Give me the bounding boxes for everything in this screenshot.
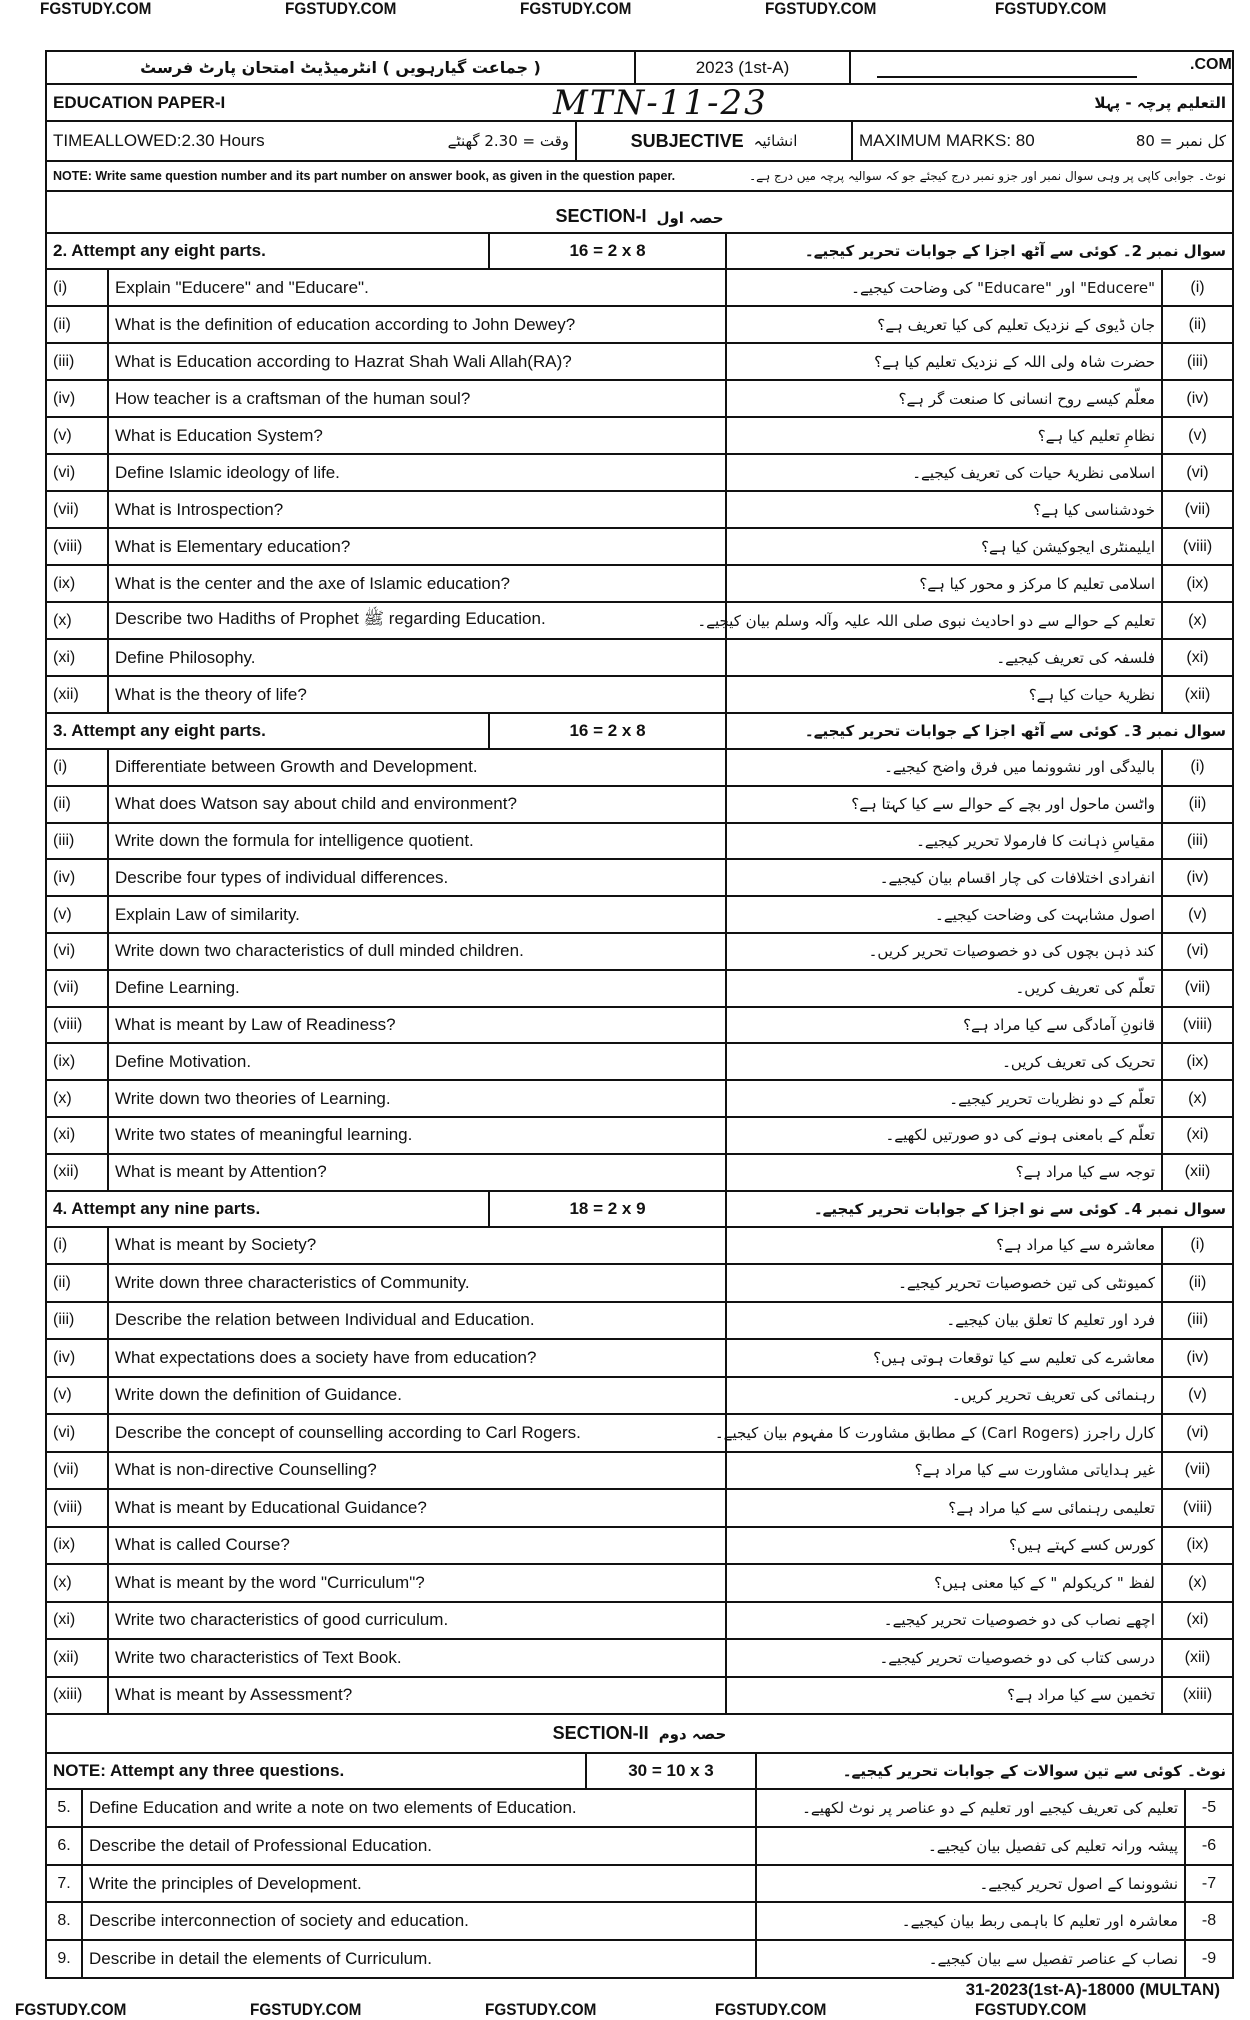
question-number-urdu: -6 — [1201, 1836, 1217, 1854]
header-row-title — [47, 52, 1232, 85]
question-part-row — [47, 381, 1232, 418]
question-part-row — [47, 1303, 1232, 1341]
part-text-english: What expectations does a society have from education? — [109, 1340, 727, 1376]
part-number-urdu: (vii) — [1184, 1461, 1211, 1479]
note-text: NOTE: Write same question number and its part number on answer book, as given in the question paper. — [53, 169, 676, 183]
question-marks: 16 = 2 x 8 — [490, 714, 727, 748]
part-text-urdu: کورس کسے کہتے ہیں؟ — [727, 1528, 1163, 1564]
part-text-urdu: توجہ سے کیا مراد ہے؟ — [727, 1155, 1163, 1190]
section-2-marks: 30 = 10 x 3 — [587, 1754, 757, 1788]
question-instruction-urdu: سوال نمبر 2۔ کوئی سے آٹھ اجزا کے جوابات تحریر کیجیے۔ — [804, 242, 1226, 260]
part-text-english: Differentiate between Growth and Development. — [109, 750, 727, 785]
question-instruction-row — [47, 714, 1232, 750]
part-number-urdu: (viii) — [1182, 537, 1213, 555]
question-part-row — [47, 971, 1232, 1008]
part-text-urdu: تخمین سے کیا مراد ہے؟ — [727, 1678, 1163, 1714]
part-number-urdu: (vi) — [1186, 463, 1209, 481]
part-text-urdu: انفرادی اختلافات کی چار اقسام بیان کیجیے۔ — [727, 860, 1163, 895]
question-text-english: Describe the detail of Professional Education. — [83, 1828, 757, 1864]
part-text-urdu: نظریۂ حیات کیا ہے؟ — [727, 677, 1163, 712]
part-text-english: What is Elementary education? — [109, 529, 727, 564]
part-text-english: Write down two theories of Learning. — [109, 1081, 727, 1116]
part-text-english: What is meant by Society? — [109, 1228, 727, 1264]
part-number-urdu: (v) — [1188, 905, 1207, 923]
long-question-row — [47, 1903, 1232, 1941]
question-number: 7. — [47, 1866, 83, 1902]
part-number: (vi) — [47, 1415, 109, 1451]
part-text-english: What is Introspection? — [109, 492, 727, 527]
question-part-row — [47, 1044, 1232, 1081]
max-marks — [853, 122, 1232, 160]
question-part-row — [47, 1081, 1232, 1118]
question-number-urdu: -7 — [1201, 1874, 1217, 1892]
watermark-text: FGSTUDY.COM — [40, 0, 152, 18]
question-part-row — [47, 1565, 1232, 1603]
part-number-urdu: (iv) — [1186, 868, 1209, 886]
part-number: (v) — [47, 418, 109, 453]
question-part-row — [47, 1640, 1232, 1678]
question-part-row — [47, 824, 1232, 861]
part-text-urdu: تحریک کی تعریف کریں۔ — [727, 1044, 1163, 1079]
question-instruction-row — [47, 1192, 1232, 1228]
question-instruction: 2. Attempt any eight parts. — [47, 234, 490, 268]
part-number: (x) — [47, 603, 109, 638]
part-text-english: What is Education System? — [109, 418, 727, 453]
part-number: (ii) — [47, 787, 109, 822]
part-number-urdu: (xiii) — [1182, 1686, 1213, 1704]
part-number: (vi) — [47, 455, 109, 490]
watermark-text: FGSTUDY.COM — [250, 2000, 362, 2019]
part-number: (ii) — [47, 307, 109, 342]
part-text-urdu: درسی کتاب کی دو خصوصیات تحریر کیجیے۔ — [727, 1640, 1163, 1676]
blank-cell — [851, 52, 1232, 83]
question-part-row — [47, 1265, 1232, 1303]
part-number: (iii) — [47, 1303, 109, 1339]
part-text-english: What is meant by Attention? — [109, 1155, 727, 1190]
part-number-urdu: (x) — [1188, 611, 1207, 629]
part-number: (vi) — [47, 934, 109, 969]
part-text-urdu: حضرت شاہ ولی اللہ کے نزدیک تعلیم کیا ہے؟ — [727, 344, 1163, 379]
question-part-row — [47, 529, 1232, 566]
header-row-subject — [47, 82, 1232, 123]
question-text-urdu: پیشہ ورانہ تعلیم کی تفصیل بیان کیجیے۔ — [757, 1828, 1186, 1864]
long-question-row — [47, 1828, 1232, 1866]
time-allowed: TIMEALLOWED:2.30 Hours — [53, 131, 265, 150]
question-number-urdu: -9 — [1201, 1950, 1217, 1968]
note-text-urdu: نوٹ۔ جوابی کاپی پر وہی سوال نمبر اور جزو نمبر درج کیجئے جو کہ سوالیہ پرچہ میں درج ہے۔ — [749, 169, 1226, 183]
part-text-urdu: بالیدگی اور نشوونما میں فرق واضح کیجیے۔ — [727, 750, 1163, 785]
paper-footer-code: 31-2023(1st-A)-18000 (MULTAN) — [965, 1980, 1220, 1999]
question-part-row — [47, 418, 1232, 455]
part-text-english: Write down the definition of Guidance. — [109, 1378, 727, 1414]
question-part-row — [47, 1118, 1232, 1155]
part-number-urdu: (ix) — [1186, 574, 1209, 592]
part-text-english: Explain "Educere" and "Educare". — [109, 270, 727, 305]
header-row-note — [47, 162, 1232, 192]
time-allowed-urdu: وقت = 2.30 گھنٹے — [397, 122, 577, 160]
part-number-urdu: (i) — [1190, 758, 1205, 776]
part-number-urdu: (ii) — [1188, 315, 1207, 333]
part-number: (iv) — [47, 381, 109, 416]
watermark-text: FGSTUDY.COM — [285, 0, 397, 18]
question-instruction-urdu: سوال نمبر 3۔ کوئی سے آٹھ اجزا کے جوابات تحریر کیجیے۔ — [804, 722, 1226, 740]
question-part-row — [47, 344, 1232, 381]
part-text-english: Define Motivation. — [109, 1044, 727, 1079]
part-number-urdu: (ii) — [1188, 795, 1207, 813]
part-text-english: Define Philosophy. — [109, 640, 727, 675]
question-text-urdu: تعلیم کی تعریف کیجیے اور تعلیم کے دو عناصر پر نوٹ لکھیے۔ — [757, 1790, 1186, 1826]
part-text-urdu: تعلّم کے دو نظریات تحریر کیجیے۔ — [727, 1081, 1163, 1116]
question-part-row — [47, 787, 1232, 824]
part-text-urdu: ایلیمنٹری ایجوکیشن کیا ہے؟ — [727, 529, 1163, 564]
paper-type-label: SUBJECTIVE — [630, 130, 744, 151]
watermark-text: FGSTUDY.COM — [520, 0, 632, 18]
paper-type — [577, 122, 853, 160]
part-text-urdu: کند ذہن بچوں کی دو خصوصیات تحریر کریں۔ — [727, 934, 1163, 969]
long-question-row — [47, 1866, 1232, 1904]
part-number: (vii) — [47, 971, 109, 1006]
question-part-row — [47, 860, 1232, 897]
part-number-urdu: (iv) — [1186, 1348, 1209, 1366]
question-part-row — [47, 1008, 1232, 1045]
part-text-urdu: اسلامی تعلیم کا مرکز و محور کیا ہے؟ — [727, 566, 1163, 601]
part-text-english: How teacher is a craftsman of the human soul? — [109, 381, 727, 416]
question-part-row — [47, 1415, 1232, 1453]
question-part-row — [47, 566, 1232, 603]
question-marks: 18 = 2 x 9 — [490, 1192, 727, 1226]
part-number-urdu: (i) — [1190, 278, 1205, 296]
question-text-urdu: نصاب کے عناصر تفصیل سے بیان کیجیے۔ — [757, 1941, 1186, 1977]
question-text-english: Write the principles of Development. — [83, 1866, 757, 1902]
part-text-urdu: اصول مشابہت کی وضاحت کیجیے۔ — [727, 897, 1163, 932]
part-number: (iv) — [47, 860, 109, 895]
part-text-english: Write two states of meaningful learning. — [109, 1118, 727, 1153]
section-1-heading — [47, 192, 1232, 234]
part-number: (viii) — [47, 529, 109, 564]
part-number-urdu: (i) — [1190, 1236, 1205, 1254]
part-text-urdu: رہنمائی کی تعریف تحریر کریں۔ — [727, 1378, 1163, 1414]
watermark-text: FGSTUDY.COM — [995, 0, 1107, 18]
watermark-text: FGSTUDY.COM — [15, 2000, 127, 2019]
question-instruction: 4. Attempt any nine parts. — [47, 1192, 490, 1226]
question-number: 5. — [47, 1790, 83, 1826]
part-text-english: What is called Course? — [109, 1528, 727, 1564]
part-number-urdu: (xi) — [1186, 1126, 1209, 1144]
part-number-urdu: (viii) — [1182, 1015, 1213, 1033]
question-part-row — [47, 1603, 1232, 1641]
part-number-urdu: (vi) — [1186, 942, 1209, 960]
watermark-text: FGSTUDY.COM — [765, 0, 877, 18]
question-marks: 16 = 2 x 8 — [490, 234, 727, 268]
part-text-english: What is non-directive Counselling? — [109, 1453, 727, 1489]
part-number: (xii) — [47, 677, 109, 712]
part-text-english: What is meant by Assessment? — [109, 1678, 727, 1714]
part-number-urdu: (iii) — [1186, 831, 1209, 849]
part-number: (v) — [47, 1378, 109, 1414]
question-part-row — [47, 1453, 1232, 1491]
part-text-english: Write down two characteristics of dull minded children. — [109, 934, 727, 969]
part-number: (i) — [47, 1228, 109, 1264]
question-part-row — [47, 1378, 1232, 1416]
part-number: (i) — [47, 270, 109, 305]
part-number: (ii) — [47, 1265, 109, 1301]
question-part-row — [47, 1155, 1232, 1192]
part-text-urdu: کمیونٹی کی تین خصوصیات تحریر کیجیے۔ — [727, 1265, 1163, 1301]
long-question-row — [47, 1941, 1232, 1979]
part-number-urdu: (iii) — [1186, 352, 1209, 370]
paper-type-urdu: انشائیہ — [753, 132, 798, 150]
question-part-row — [47, 1340, 1232, 1378]
part-text-english: Write two characteristics of Text Book. — [109, 1640, 727, 1676]
long-question-row — [47, 1790, 1232, 1828]
part-number-urdu: (iv) — [1186, 389, 1209, 407]
part-number-urdu: (xii) — [1184, 685, 1211, 703]
part-number: (viii) — [47, 1490, 109, 1526]
part-text-english: What does Watson say about child and environment? — [109, 787, 727, 822]
section-2-label-urdu: حصہ دوم — [658, 1724, 727, 1743]
question-text-english: Describe in detail the elements of Curriculum. — [83, 1941, 757, 1977]
part-text-urdu: نظامِ تعلیم کیا ہے؟ — [727, 418, 1163, 453]
section-2-label: SECTION-II — [552, 1723, 649, 1744]
part-number-urdu: (ix) — [1186, 1052, 1209, 1070]
part-number-urdu: (iii) — [1186, 1311, 1209, 1329]
question-part-row — [47, 455, 1232, 492]
max-marks-label: MAXIMUM MARKS: 80 — [859, 131, 1035, 150]
part-text-english: Write two characteristics of good curriculum. — [109, 1603, 727, 1639]
part-text-urdu: "Educere" اور "Educare" کی وضاحت کیجیے۔ — [727, 270, 1163, 305]
watermark-side: .COM — [1190, 56, 1232, 73]
question-number: 6. — [47, 1828, 83, 1864]
part-text-urdu: غیر ہدایاتی مشاورت سے کیا مراد ہے؟ — [727, 1453, 1163, 1489]
part-number: (ix) — [47, 1528, 109, 1564]
section-1-title — [47, 192, 1232, 232]
part-number-urdu: (x) — [1188, 1089, 1207, 1107]
section-2-note-row — [47, 1754, 1232, 1790]
question-part-row — [47, 603, 1232, 640]
section-2-title — [47, 1715, 1232, 1752]
question-part-row — [47, 750, 1232, 787]
part-number-urdu: (vii) — [1184, 500, 1211, 518]
question-text-english: Define Education and write a note on two elements of Education. — [83, 1790, 757, 1826]
part-number: (xi) — [47, 1118, 109, 1153]
part-number: (viii) — [47, 1008, 109, 1043]
part-number-urdu: (ii) — [1188, 1273, 1207, 1291]
part-text-english: Write down the formula for intelligence quotient. — [109, 824, 727, 859]
question-text-urdu: نشوونما کے اصول تحریر کیجیے۔ — [757, 1866, 1186, 1902]
part-text-english: What is the theory of life? — [109, 677, 727, 712]
part-number: (iv) — [47, 1340, 109, 1376]
question-instruction-urdu: سوال نمبر 4۔ کوئی سے نو اجزا کے جوابات تحریر کیجیے۔ — [813, 1199, 1226, 1218]
question-number: 9. — [47, 1941, 83, 1977]
part-number: (x) — [47, 1565, 109, 1601]
part-text-english: Write down three characteristics of Community. — [109, 1265, 727, 1301]
part-text-urdu: جان ڈیوی کے نزدیک تعلیم کی کیا تعریف ہے؟ — [727, 307, 1163, 342]
watermark-text: FGSTUDY.COM — [715, 2000, 827, 2019]
section-2-note-urdu: نوٹ۔ کوئی سے تین سوالات کے جوابات تحریر کیجیے۔ — [842, 1762, 1226, 1781]
part-number: (xiii) — [47, 1678, 109, 1714]
question-part-row — [47, 1228, 1232, 1266]
paper-code-handwritten: MTN-11-23 — [553, 82, 768, 123]
section-1-label: SECTION-I — [555, 206, 647, 226]
part-text-urdu: تعلیمی رہنمائی سے کیا مراد ہے؟ — [727, 1490, 1163, 1526]
part-text-english: Describe two Hadiths of Prophet ﷺ regarding Education. — [109, 603, 727, 638]
part-number-urdu: (v) — [1188, 1386, 1207, 1404]
part-number: (xii) — [47, 1640, 109, 1676]
section-1-label-urdu: حصہ اول — [656, 209, 724, 227]
question-number-urdu: -8 — [1201, 1912, 1217, 1930]
question-number: 8. — [47, 1903, 83, 1939]
part-text-english: Explain Law of similarity. — [109, 897, 727, 932]
part-text-urdu: قانونِ آمادگی سے کیا مراد ہے؟ — [727, 1008, 1163, 1043]
part-text-urdu: تعلّم کی تعریف کریں۔ — [727, 971, 1163, 1006]
question-instruction-row — [47, 234, 1232, 270]
section-1-questions — [47, 234, 1232, 1715]
question-part-row — [47, 1678, 1232, 1716]
part-text-english: What is the definition of education according to John Dewey? — [109, 307, 727, 342]
watermark-text: FGSTUDY.COM — [485, 2000, 597, 2019]
part-text-urdu: خودشناسی کیا ہے؟ — [727, 492, 1163, 527]
part-number-urdu: (xii) — [1184, 1648, 1211, 1666]
part-text-urdu: تعلیم کے حوالے سے دو احادیث نبوی صلی اللہ علیہ وآلہ وسلم بیان کیجیے۔ — [727, 603, 1163, 638]
part-text-urdu: واٹسن ماحول اور بچے کے حوالے سے کیا کہتا ہے؟ — [727, 787, 1163, 822]
question-paper — [45, 50, 1234, 1979]
part-number: (xi) — [47, 640, 109, 675]
part-number-urdu: (viii) — [1182, 1498, 1213, 1516]
part-number: (ix) — [47, 566, 109, 601]
part-text-urdu: مقیاسِ ذہانت کا فارمولا تحریر کیجیے۔ — [727, 824, 1163, 859]
part-number: (i) — [47, 750, 109, 785]
question-part-row — [47, 640, 1232, 677]
part-number-urdu: (xi) — [1186, 1611, 1209, 1629]
part-text-urdu: اسلامی نظریۂ حیات کی تعریف کیجیے۔ — [727, 455, 1163, 490]
question-part-row — [47, 677, 1232, 714]
part-number: (vii) — [47, 492, 109, 527]
part-number-urdu: (x) — [1188, 1573, 1207, 1591]
question-text-urdu: معاشرہ اور تعلیم کا باہمی ربط بیان کیجیے۔ — [757, 1903, 1186, 1939]
part-text-english: What is meant by Law of Readiness? — [109, 1008, 727, 1043]
subject-name: EDUCATION PAPER-I — [53, 92, 226, 112]
part-text-urdu: معاشرے کی تعلیم سے کیا توقعات ہوتی ہیں؟ — [727, 1340, 1163, 1376]
section-2-heading — [47, 1715, 1232, 1754]
subject-name-urdu: التعلیم پرچہ - پہلا — [1094, 93, 1226, 112]
part-number-urdu: (xii) — [1184, 1163, 1211, 1181]
header-row-time — [47, 122, 1232, 162]
part-number: (xii) — [47, 1155, 109, 1190]
part-text-urdu: کارل راجرز (Carl Rogers) کے مطابق مشاورت کا مفہوم بیان کیجیے۔ — [727, 1415, 1163, 1451]
question-instruction: 3. Attempt any eight parts. — [47, 714, 490, 748]
part-text-english: Describe the relation between Individual and Education. — [109, 1303, 727, 1339]
part-number: (ix) — [47, 1044, 109, 1079]
part-number-urdu: (ix) — [1186, 1536, 1209, 1554]
part-number: (x) — [47, 1081, 109, 1116]
part-number: (xi) — [47, 1603, 109, 1639]
question-part-row — [47, 934, 1232, 971]
question-part-row — [47, 897, 1232, 934]
part-number-urdu: (xi) — [1186, 648, 1209, 666]
question-part-row — [47, 1528, 1232, 1566]
question-number-urdu: -5 — [1201, 1798, 1217, 1816]
part-text-urdu: معاشرہ سے کیا مراد ہے؟ — [727, 1228, 1163, 1264]
part-text-english: What is meant by Educational Guidance? — [109, 1490, 727, 1526]
max-marks-urdu: کل نمبر = 80 — [1135, 132, 1226, 150]
part-text-english: What is meant by the word "Curriculum"? — [109, 1565, 727, 1601]
section-2-note: NOTE: Attempt any three questions. — [47, 1754, 587, 1788]
part-text-urdu: لفظ " کریکولم " کے کیا معنی ہیں؟ — [727, 1565, 1163, 1601]
section-2-questions — [47, 1790, 1232, 1979]
part-number-urdu: (v) — [1188, 426, 1207, 444]
question-part-row — [47, 307, 1232, 344]
question-part-row — [47, 492, 1232, 529]
exam-year: 2023 (1st-A) — [636, 52, 851, 83]
part-number-urdu: (vi) — [1186, 1423, 1209, 1441]
part-text-urdu: اچھے نصاب کی دو خصوصیات تحریر کیجیے۔ — [727, 1603, 1163, 1639]
part-number: (v) — [47, 897, 109, 932]
part-number: (iii) — [47, 824, 109, 859]
part-text-english: Define Learning. — [109, 971, 727, 1006]
part-text-english: What is Education according to Hazrat Shah Wali Allah(RA)? — [109, 344, 727, 379]
part-text-urdu: معلّم کیسے روح انسانی کا صنعت گر ہے؟ — [727, 381, 1163, 416]
part-number-urdu: (vii) — [1184, 979, 1211, 997]
paper-title-urdu: ( جماعت گیارہویں ) انٹرمیڈیٹ امتحان پارٹ فرسٹ — [47, 52, 636, 83]
part-text-urdu: فلسفہ کی تعریف کیجیے۔ — [727, 640, 1163, 675]
part-text-english: What is the center and the axe of Islamic education? — [109, 566, 727, 601]
part-text-urdu: فرد اور تعلیم کا تعلق بیان کیجیے۔ — [727, 1303, 1163, 1339]
part-number: (vii) — [47, 1453, 109, 1489]
question-part-row — [47, 1490, 1232, 1528]
question-part-row — [47, 270, 1232, 307]
part-text-english: Describe four types of individual differences. — [109, 860, 727, 895]
part-text-english: Describe the concept of counselling according to Carl Rogers. — [109, 1415, 727, 1451]
part-number: (iii) — [47, 344, 109, 379]
part-text-urdu: تعلّم کے بامعنی ہونے کی دو صورتیں لکھیے۔ — [727, 1118, 1163, 1153]
watermark-text: FGSTUDY.COM — [975, 2000, 1087, 2019]
part-text-english: Define Islamic ideology of life. — [109, 455, 727, 490]
question-text-english: Describe interconnection of society and education. — [83, 1903, 757, 1939]
